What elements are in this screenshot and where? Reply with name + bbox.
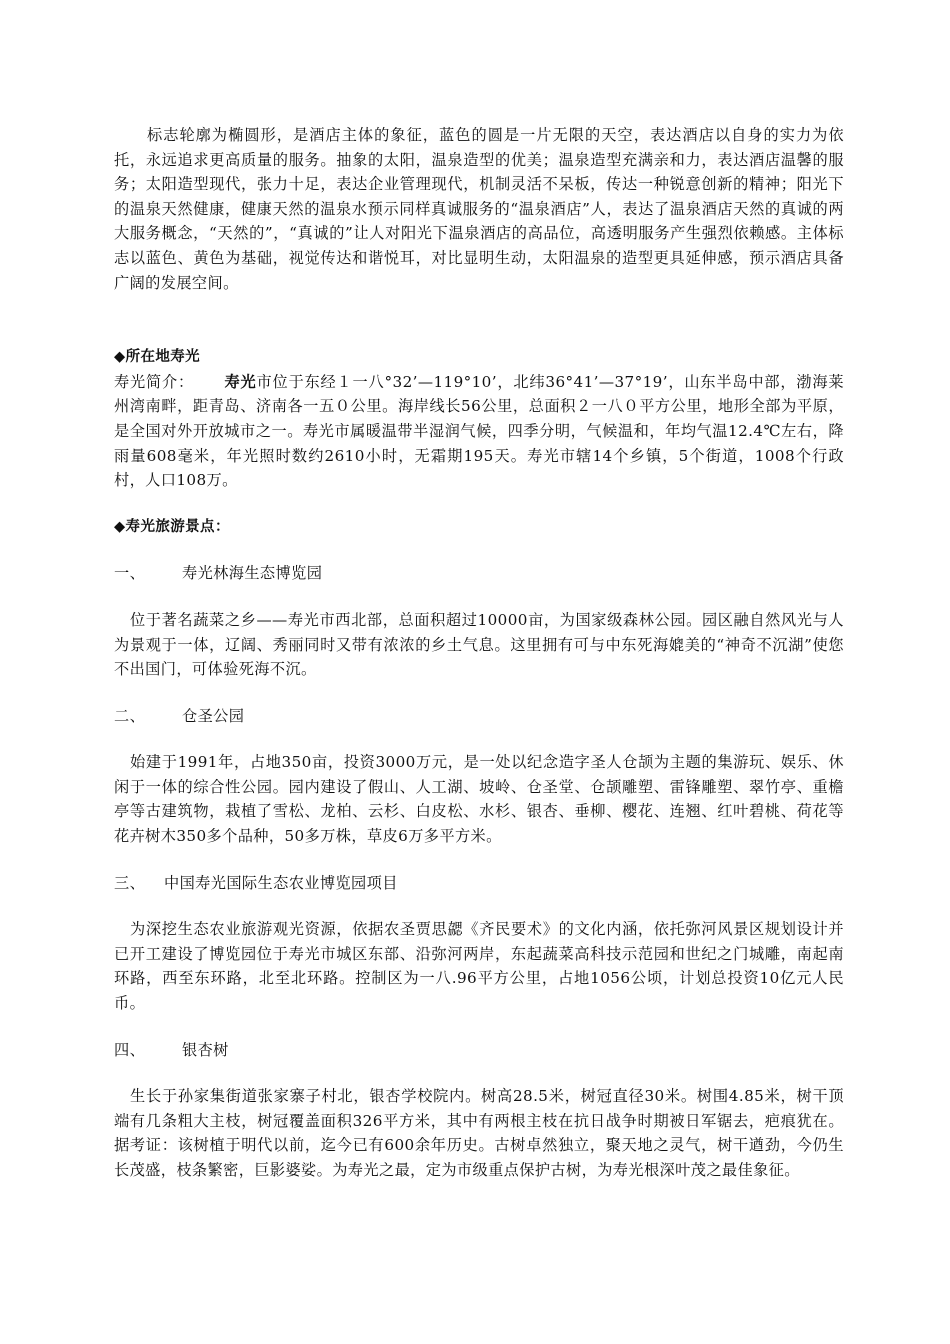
attraction-number: 三、 [114,873,146,892]
logo-description-paragraph: 标志轮廓为椭圆形，是酒店主体的象征，蓝色的圆是一片无限的天空，表达酒店以自身的实力为依托，永远追求更高质量的服务。抽象的太阳，温泉造型的优美；温泉造型充满亲和力，表达酒店温馨的服务；太阳造型现代，张力十足，表达企业管理现代，机制灵活不呆板，传达一种锐意创新的精神；阳光下的温泉天然健康，健康天然的温泉水预示同样真诚服务的“温泉酒店”人，表达了温泉酒店天然的真诚的两大服务概念，“天然的”，“真诚的”让人对阳光下温泉酒店的高品位，高透明服务产生强烈依赖感。主体标志以蓝色、黄色为基础，视觉传达和谐悦耳，对比显明生动，太阳温泉的造型更具延伸感，预示酒店具备广阔的发展空间。 [114,126,844,292]
location-heading: ◆所在地寿光 [114,349,201,366]
city-name: 寿光 [224,372,257,391]
attraction-name: 仓圣公园 [182,706,245,725]
location-text: 市位于东经１一八°32’—119°10’，北纬36°41’—37°19’，山东半岛中部，渤海莱州湾南畔，距青岛、济南各一五０公里。海岸线长56公里，总面积２一八０平方公里，地形全部为平原，是全国对外开放城市之一。寿光市属暖温带半湿润气候，四季分明，气候温和，年均气温12.4℃左右，降雨量608毫米，年光照时数约2610小时，无霜期195天。寿光市辖14个乡镇，5个街道，1008个行政村，人口108万。 [114,372,844,490]
attraction-number: 二、 [114,706,146,725]
attraction-number: 四、 [114,1040,146,1059]
attraction-title-2 [114,704,844,729]
attraction-name: 中国寿光国际生态农业博览园项目 [164,873,398,892]
attraction-description-1: 位于著名蔬菜之乡——寿光市西北部，总面积超过10000亩，为国家级森林公园。园区融自然风光与人为景观于一体，辽阔、秀丽同时又带有浓浓的乡土气息。这里拥有可与中东死海媲美的“神奇不沉湖”使您不出国门，可体验死海不沉。 [114,610,844,679]
attraction-name: 寿光林海生态博览园 [182,564,323,583]
attraction-name: 银杏树 [182,1040,229,1059]
attraction-title-3 [114,871,844,896]
attraction-number: 一、 [114,564,146,583]
attraction-description-3: 为深挖生态农业旅游观光资源，依据农圣贾思勰《齐民要术》的文化内涵，依托弥河风景区规划设计并已开工建设了博览园位于寿光市城区东部、沿弥河两岸，东起蔬菜高科技示范园和世纪之门城雕，南起南环路，西至东环路，北至北环路。控制区为一八.96平方公里，占地1056公顷，计划总投资10亿元人民币。 [114,920,844,1013]
document-page [114,123,844,1183]
location-paragraph [114,370,844,493]
attraction-description-4: 生长于孙家集街道张家寨子村北，银杏学校院内。树高28.5米，树冠直径30米。树围4.85米，树干顶端有几条粗大主枝，树冠覆盖面积326平方米，其中有两根主枝在抗日战争时期被日军锯去，疤痕犹在。据考证：该树植于明代以前，迄今已有600余年历史。古树卓然独立，聚天地之灵气，树干遒劲，今仍生长茂盛，枝条繁密，巨影婆娑。为寿光之最，定为市级重点保护古树，为寿光根深叶茂之最佳象征。 [114,1087,844,1179]
attraction-title-4 [114,1038,844,1063]
attraction-title-1 [114,561,844,586]
attraction-description-2: 始建于1991年，占地350亩，投资3000万元，是一处以纪念造字圣人仓颉为主题的集游玩、娱乐、休闲于一体的综合性公园。园内建设了假山、人工湖、坡岭、仓圣堂、仓颉雕塑、雷锋雕塑、翠竹亭、重檐亭等古建筑物，栽植了雪松、龙柏、云杉、白皮松、水杉、银杏、垂柳、樱花、连翘、红叶碧桃、荷花等花卉树木350多个品种，50多万株，草皮6万多平方米。 [114,753,844,846]
location-label: 寿光简介： [114,372,195,391]
attractions-heading: ◆寿光旅游景点： [114,518,230,535]
